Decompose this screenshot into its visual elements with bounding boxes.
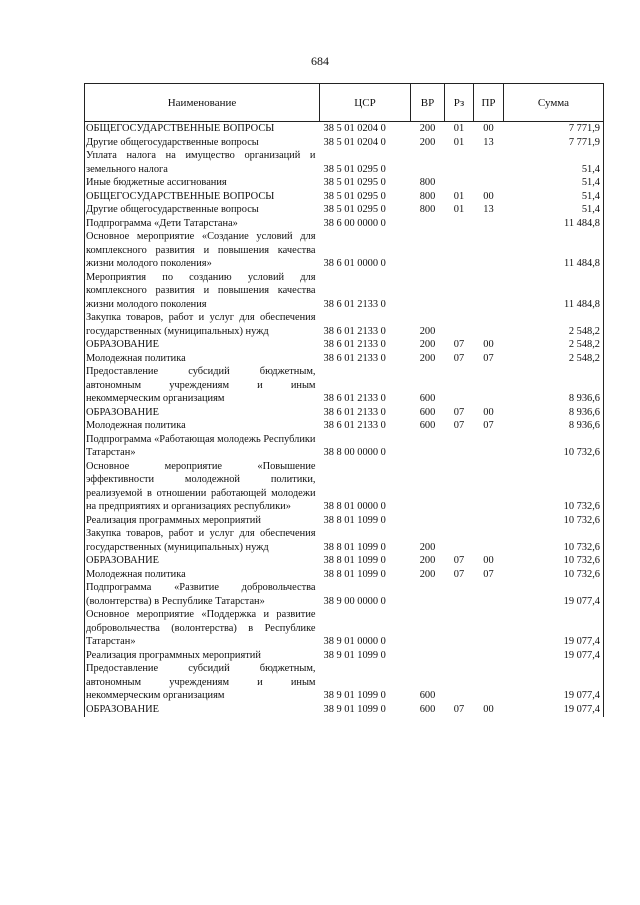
cell-pr: 00 — [483, 339, 494, 350]
table-row — [85, 365, 604, 406]
cell-vr — [411, 271, 445, 312]
cell-vr: 200 — [419, 123, 436, 134]
cell-vr: 200 — [419, 555, 436, 566]
table-row — [85, 271, 604, 312]
cell-pr: 13 — [483, 204, 494, 215]
cell-vr: 600 — [419, 393, 436, 404]
cell-sum: 19 077,4 — [504, 608, 604, 649]
cell-name: Закупка товаров, работ и услуг для обеспечения государственных (муниципальных) нужд — [85, 527, 320, 554]
table-row — [85, 568, 604, 582]
cell-name: Подпрограмма «Развитие добровольчества (волонтерства) в Республике Татарстан» — [85, 581, 320, 608]
cell-pr — [474, 514, 504, 528]
cell-csr: 38 5 01 0295 0 — [323, 190, 386, 202]
cell-vr: 200 — [419, 541, 436, 553]
cell-sum: 8 936,6 — [504, 419, 604, 433]
table-row — [85, 338, 604, 352]
cell-sum: 10 732,6 — [504, 568, 604, 582]
cell-pr — [474, 460, 504, 514]
cell-pr: 13 — [483, 136, 494, 148]
cell-csr: 38 9 00 0000 0 — [323, 595, 386, 607]
cell-rz — [445, 149, 474, 176]
cell-vr — [411, 460, 445, 514]
cell-csr: 38 8 01 1099 0 — [323, 514, 386, 526]
cell-name: Закупка товаров, работ и услуг для обеспечения государственных (муниципальных) нужд — [85, 311, 320, 338]
table-header-row — [85, 84, 604, 122]
cell-rz: 01 — [453, 123, 465, 134]
cell-sum: 11 484,8 — [504, 217, 604, 231]
cell-vr — [411, 514, 445, 528]
table-row — [85, 662, 604, 703]
cell-pr: 07 — [483, 352, 494, 364]
cell-pr — [474, 311, 504, 338]
cell-vr — [411, 581, 445, 608]
cell-vr: 800 — [419, 204, 436, 215]
header-vr: ВР — [411, 84, 445, 122]
cell-vr — [411, 149, 445, 176]
cell-vr: 600 — [419, 703, 436, 715]
cell-vr: 200 — [419, 339, 436, 350]
cell-sum: 10 732,6 — [504, 527, 604, 554]
page-number: 684 — [311, 54, 329, 68]
table-row — [85, 419, 604, 433]
cell-csr: 38 8 01 1099 0 — [323, 541, 386, 553]
cell-name: Иные бюджетные ассигнования — [85, 176, 320, 190]
cell-sum: 2 548,2 — [504, 338, 604, 352]
table-row — [85, 136, 604, 150]
cell-csr: 38 6 01 2133 0 — [323, 406, 386, 418]
cell-csr: 38 5 01 0295 0 — [323, 163, 386, 175]
cell-sum: 10 732,6 — [504, 460, 604, 514]
cell-vr: 800 — [419, 177, 436, 188]
table-row — [85, 406, 604, 420]
cell-rz: 07 — [453, 703, 465, 715]
cell-name: Подпрограмма «Работающая молодежь Республики Татарстан» — [85, 433, 320, 460]
header-pr: ПР — [474, 84, 504, 122]
cell-sum: 10 732,6 — [504, 433, 604, 460]
table-body — [85, 122, 604, 718]
cell-rz — [445, 230, 474, 271]
cell-name: Основное мероприятие «Поддержка и развитие добровольчества (волонтерства) в Республике Татарстан» — [85, 608, 320, 649]
cell-csr: 38 9 01 1099 0 — [323, 703, 386, 715]
cell-name: ОБРАЗОВАНИЕ — [85, 338, 320, 352]
cell-sum: 2 548,2 — [504, 352, 604, 366]
cell-csr: 38 6 01 2133 0 — [323, 325, 386, 337]
cell-csr: 38 9 01 1099 0 — [323, 649, 386, 661]
cell-csr: 38 6 01 2133 0 — [323, 393, 386, 404]
cell-pr: 00 — [483, 406, 494, 418]
cell-vr: 200 — [419, 568, 436, 580]
cell-sum: 10 732,6 — [504, 554, 604, 568]
cell-rz: 07 — [453, 406, 465, 418]
header-rz: Рз — [445, 84, 474, 122]
cell-sum: 19 077,4 — [504, 703, 604, 718]
cell-vr: 600 — [419, 690, 436, 701]
cell-vr — [411, 433, 445, 460]
cell-csr: 38 9 01 0000 0 — [323, 636, 386, 647]
table-row — [85, 514, 604, 528]
cell-rz — [445, 217, 474, 231]
cell-pr — [474, 649, 504, 663]
cell-pr: 00 — [483, 190, 494, 202]
cell-name: ОБРАЗОВАНИЕ — [85, 554, 320, 568]
cell-pr — [474, 433, 504, 460]
cell-rz: 01 — [453, 190, 465, 202]
table-row — [85, 527, 604, 554]
cell-pr — [474, 217, 504, 231]
cell-vr: 800 — [419, 190, 436, 202]
cell-sum: 7 771,9 — [504, 136, 604, 150]
table-row — [85, 649, 604, 663]
cell-csr: 38 9 01 1099 0 — [323, 690, 386, 701]
cell-vr — [411, 608, 445, 649]
cell-csr: 38 6 01 2133 0 — [323, 339, 386, 350]
cell-csr: 38 5 01 0295 0 — [323, 177, 386, 188]
header-csr: ЦСР — [320, 84, 411, 122]
table-row — [85, 581, 604, 608]
cell-name: Молодежная политика — [85, 419, 320, 433]
cell-pr: 00 — [483, 555, 494, 566]
cell-rz — [445, 662, 474, 703]
cell-rz — [445, 581, 474, 608]
cell-sum: 11 484,8 — [504, 271, 604, 312]
cell-vr: 200 — [419, 352, 436, 364]
cell-name: Реализация программных мероприятий — [85, 514, 320, 528]
cell-csr: 38 6 01 2133 0 — [323, 420, 386, 431]
cell-sum: 10 732,6 — [504, 514, 604, 528]
cell-rz: 07 — [453, 568, 465, 580]
cell-pr — [474, 271, 504, 312]
cell-rz: 07 — [453, 420, 465, 431]
cell-pr — [474, 527, 504, 554]
cell-vr — [411, 230, 445, 271]
table-row — [85, 460, 604, 514]
cell-pr: 00 — [483, 703, 494, 715]
cell-name: Предоставление субсидий бюджетным, автономным учреждениям и иным некоммерческим организациям — [85, 662, 320, 703]
cell-csr: 38 6 00 0000 0 — [323, 217, 386, 229]
cell-name: ОБРАЗОВАНИЕ — [85, 406, 320, 420]
cell-sum: 11 484,8 — [504, 230, 604, 271]
cell-csr: 38 6 01 2133 0 — [323, 352, 386, 364]
cell-sum: 51,4 — [504, 203, 604, 217]
cell-name: ОБЩЕГОСУДАРСТВЕННЫЕ ВОПРОСЫ — [85, 190, 320, 204]
cell-name: Основное мероприятие «Создание условий для комплексного развития и повышения качества жизни молодого поколения» — [85, 230, 320, 271]
cell-csr: 38 8 01 1099 0 — [323, 555, 386, 566]
cell-sum: 19 077,4 — [504, 649, 604, 663]
cell-rz — [445, 608, 474, 649]
header-sum: Сумма — [504, 84, 604, 122]
cell-name: Молодежная политика — [85, 352, 320, 366]
cell-vr: 600 — [419, 406, 436, 418]
cell-rz: 01 — [453, 204, 465, 215]
table-row — [85, 433, 604, 460]
cell-csr: 38 8 01 1099 0 — [323, 568, 386, 580]
cell-pr — [474, 662, 504, 703]
cell-rz: 07 — [453, 339, 465, 350]
table-row — [85, 122, 604, 136]
cell-name: Предоставление субсидий бюджетным, автономным учреждениям и иным некоммерческим организациям — [85, 365, 320, 406]
cell-rz — [445, 271, 474, 312]
table-row — [85, 352, 604, 366]
cell-csr: 38 6 01 0000 0 — [323, 258, 386, 269]
cell-name: ОБЩЕГОСУДАРСТВЕННЫЕ ВОПРОСЫ — [85, 122, 320, 136]
cell-sum: 8 936,6 — [504, 406, 604, 420]
cell-pr — [474, 230, 504, 271]
cell-pr — [474, 365, 504, 406]
cell-vr — [411, 649, 445, 663]
table-row — [85, 203, 604, 217]
budget-table — [84, 83, 604, 717]
cell-sum: 51,4 — [504, 176, 604, 190]
cell-csr: 38 8 01 0000 0 — [323, 501, 386, 512]
cell-name: Уплата налога на имущество организаций и земельного налога — [85, 149, 320, 176]
table-row — [85, 608, 604, 649]
cell-name: Основное мероприятие «Повышение эффективности молодежной политики, реализуемой в отношении работающей молодежи на предприятиях и организациях республики» — [85, 460, 320, 514]
table-row — [85, 190, 604, 204]
cell-rz: 07 — [453, 352, 465, 364]
table-row — [85, 217, 604, 231]
cell-sum: 51,4 — [504, 149, 604, 176]
cell-vr: 200 — [419, 136, 436, 148]
table-row — [85, 311, 604, 338]
cell-sum: 2 548,2 — [504, 311, 604, 338]
cell-name: Мероприятия по созданию условий для комплексного развития и повышения качества жизни молодого поколения — [85, 271, 320, 312]
cell-pr — [474, 581, 504, 608]
cell-rz — [445, 365, 474, 406]
cell-csr: 38 5 01 0204 0 — [323, 136, 386, 148]
table-row — [85, 149, 604, 176]
cell-rz — [445, 527, 474, 554]
cell-csr: 38 5 01 0204 0 — [323, 123, 386, 134]
table-row — [85, 554, 604, 568]
table-row — [85, 230, 604, 271]
cell-rz — [445, 514, 474, 528]
cell-sum: 7 771,9 — [504, 122, 604, 136]
cell-rz — [445, 460, 474, 514]
table-row — [85, 176, 604, 190]
cell-sum: 8 936,6 — [504, 365, 604, 406]
table-row — [85, 703, 604, 718]
cell-csr: 38 8 00 0000 0 — [323, 447, 386, 458]
cell-vr: 600 — [419, 420, 436, 431]
cell-sum: 19 077,4 — [504, 581, 604, 608]
cell-rz — [445, 311, 474, 338]
cell-vr: 200 — [419, 325, 436, 337]
cell-pr: 07 — [483, 568, 494, 580]
cell-name: Подпрограмма «Дети Татарстана» — [85, 217, 320, 231]
cell-name: Реализация программных мероприятий — [85, 649, 320, 663]
cell-rz: 07 — [453, 555, 465, 566]
cell-sum: 19 077,4 — [504, 662, 604, 703]
cell-name: Другие общегосударственные вопросы — [85, 203, 320, 217]
cell-pr — [474, 608, 504, 649]
cell-pr — [474, 149, 504, 176]
cell-rz: 01 — [453, 136, 465, 148]
cell-sum: 51,4 — [504, 190, 604, 204]
cell-rz — [445, 176, 474, 190]
cell-csr: 38 6 01 2133 0 — [323, 298, 386, 310]
cell-pr: 07 — [483, 420, 494, 431]
cell-vr — [411, 217, 445, 231]
cell-name: Молодежная политика — [85, 568, 320, 582]
cell-pr: 00 — [483, 123, 494, 134]
cell-name: Другие общегосударственные вопросы — [85, 136, 320, 150]
cell-rz — [445, 649, 474, 663]
cell-pr — [474, 176, 504, 190]
cell-rz — [445, 433, 474, 460]
cell-csr: 38 5 01 0295 0 — [323, 204, 386, 215]
header-name: Наименование — [85, 84, 320, 122]
cell-name: ОБРАЗОВАНИЕ — [85, 703, 320, 718]
